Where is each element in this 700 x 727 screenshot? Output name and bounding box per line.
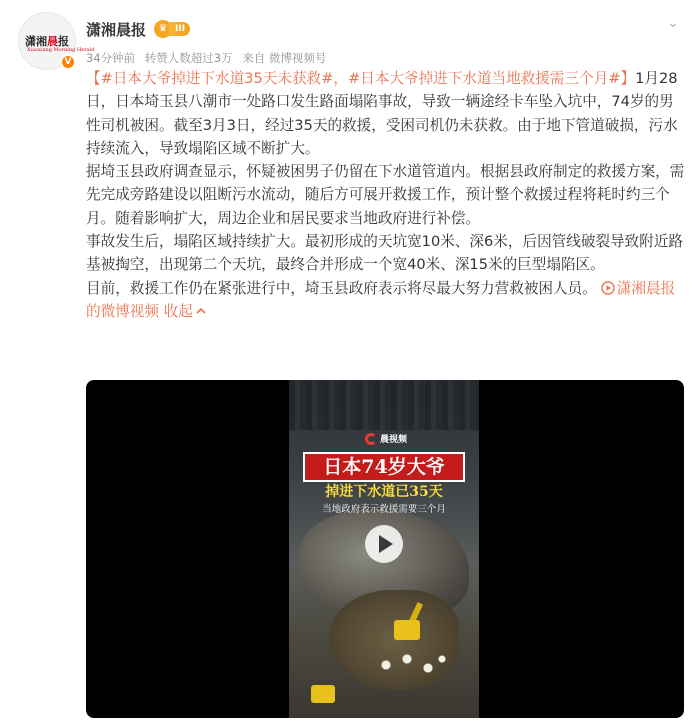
video-subtitle: 掉进下水道已35天 [325, 484, 443, 500]
chevron-down-icon[interactable]: ⌄ [667, 15, 679, 31]
post-paragraph: 据埼玉县政府调查显示，怀疑被困男子仍留在下水道管道内。根据县政府制定的救援方案，需先完成旁路建设以阻断污水流动，随后方可展开救援工作，预计整个救援过程将耗时约三个月。随着影响扩大，周边企业和居民要求当地政府进行补偿。 [86, 163, 685, 227]
bracket-close: 】 [620, 70, 636, 87]
collapse-label: 收起 [163, 302, 193, 320]
video-link[interactable]: 潇湘晨报的微博视频 [86, 279, 676, 320]
post-paragraph: 事故发生后，塌陷区域持续扩大。最初形成的天坑宽10米、深6米，后因管线破裂导致附近路基被掏空，出现第二个天坑，最终合并形成一个宽40米、深15米的巨型塌陷区。 [86, 233, 684, 274]
video-thumbnail [289, 380, 479, 718]
hashtag-sep: ， [333, 70, 348, 87]
hashtag-link[interactable]: #日本大爷掉进下水道当地救援需三个月# [347, 70, 621, 87]
avatar-logo: 潇湘晨报 [25, 35, 69, 48]
user-name[interactable]: 潇湘晨报 [86, 20, 147, 39]
thumbnail-crowd [289, 380, 479, 430]
weibo-verified-icon: V [60, 54, 76, 70]
crown-icon: ♛ [154, 20, 172, 38]
thumbnail-stones [379, 650, 449, 680]
channel-name: 晨视频 [380, 435, 408, 445]
video-title: 日本74岁大爷 [303, 452, 465, 482]
video-link-icon [601, 281, 615, 295]
excavator [394, 620, 420, 640]
excavator [311, 685, 335, 703]
hashtag-link[interactable]: #日本大爷掉进下水道35天未获救# [100, 70, 334, 87]
paragraph-text: 1月28日，日本埼玉县八潮市一处路口发生路面塌陷事故，导致一辆途经卡车坠入坑中，74岁的男性司机被困。截至3月3日，经过35天的救援，受困司机仍未获救。由于地下管道破损，污水持续流入，导致塌陷区域不断扩大。 [86, 70, 678, 157]
post-paragraph [86, 67, 686, 160]
post-source[interactable]: 来自 微博视频号 [242, 51, 327, 65]
avatar-logo-sub: Xiaoxiang Morning Herald [27, 47, 95, 53]
paragraph-text: 目前，救援工作仍在紧张进行中，埼玉县政府表示将尽最大努力营救被困人员。 [86, 279, 597, 297]
vip-level: III [169, 22, 190, 36]
channel-icon [365, 433, 377, 445]
play-button[interactable] [365, 525, 403, 563]
collapse-button[interactable] [164, 303, 207, 320]
channel-logo [365, 432, 407, 445]
repost-count: 转赞人数超过3万 [144, 51, 233, 65]
post-text [86, 67, 686, 323]
post-time[interactable]: 34分钟前 [86, 51, 136, 65]
video-caption: 当地政府表示救援需要三个月 [322, 504, 446, 515]
chevron-up-icon [195, 306, 207, 316]
post-meta [86, 50, 332, 66]
name-row [86, 18, 190, 40]
vip-badge[interactable] [154, 20, 190, 38]
post-paragraph [86, 277, 686, 324]
video-player[interactable] [86, 380, 684, 718]
bracket-open: 【 [86, 70, 101, 87]
post-header [18, 12, 682, 72]
